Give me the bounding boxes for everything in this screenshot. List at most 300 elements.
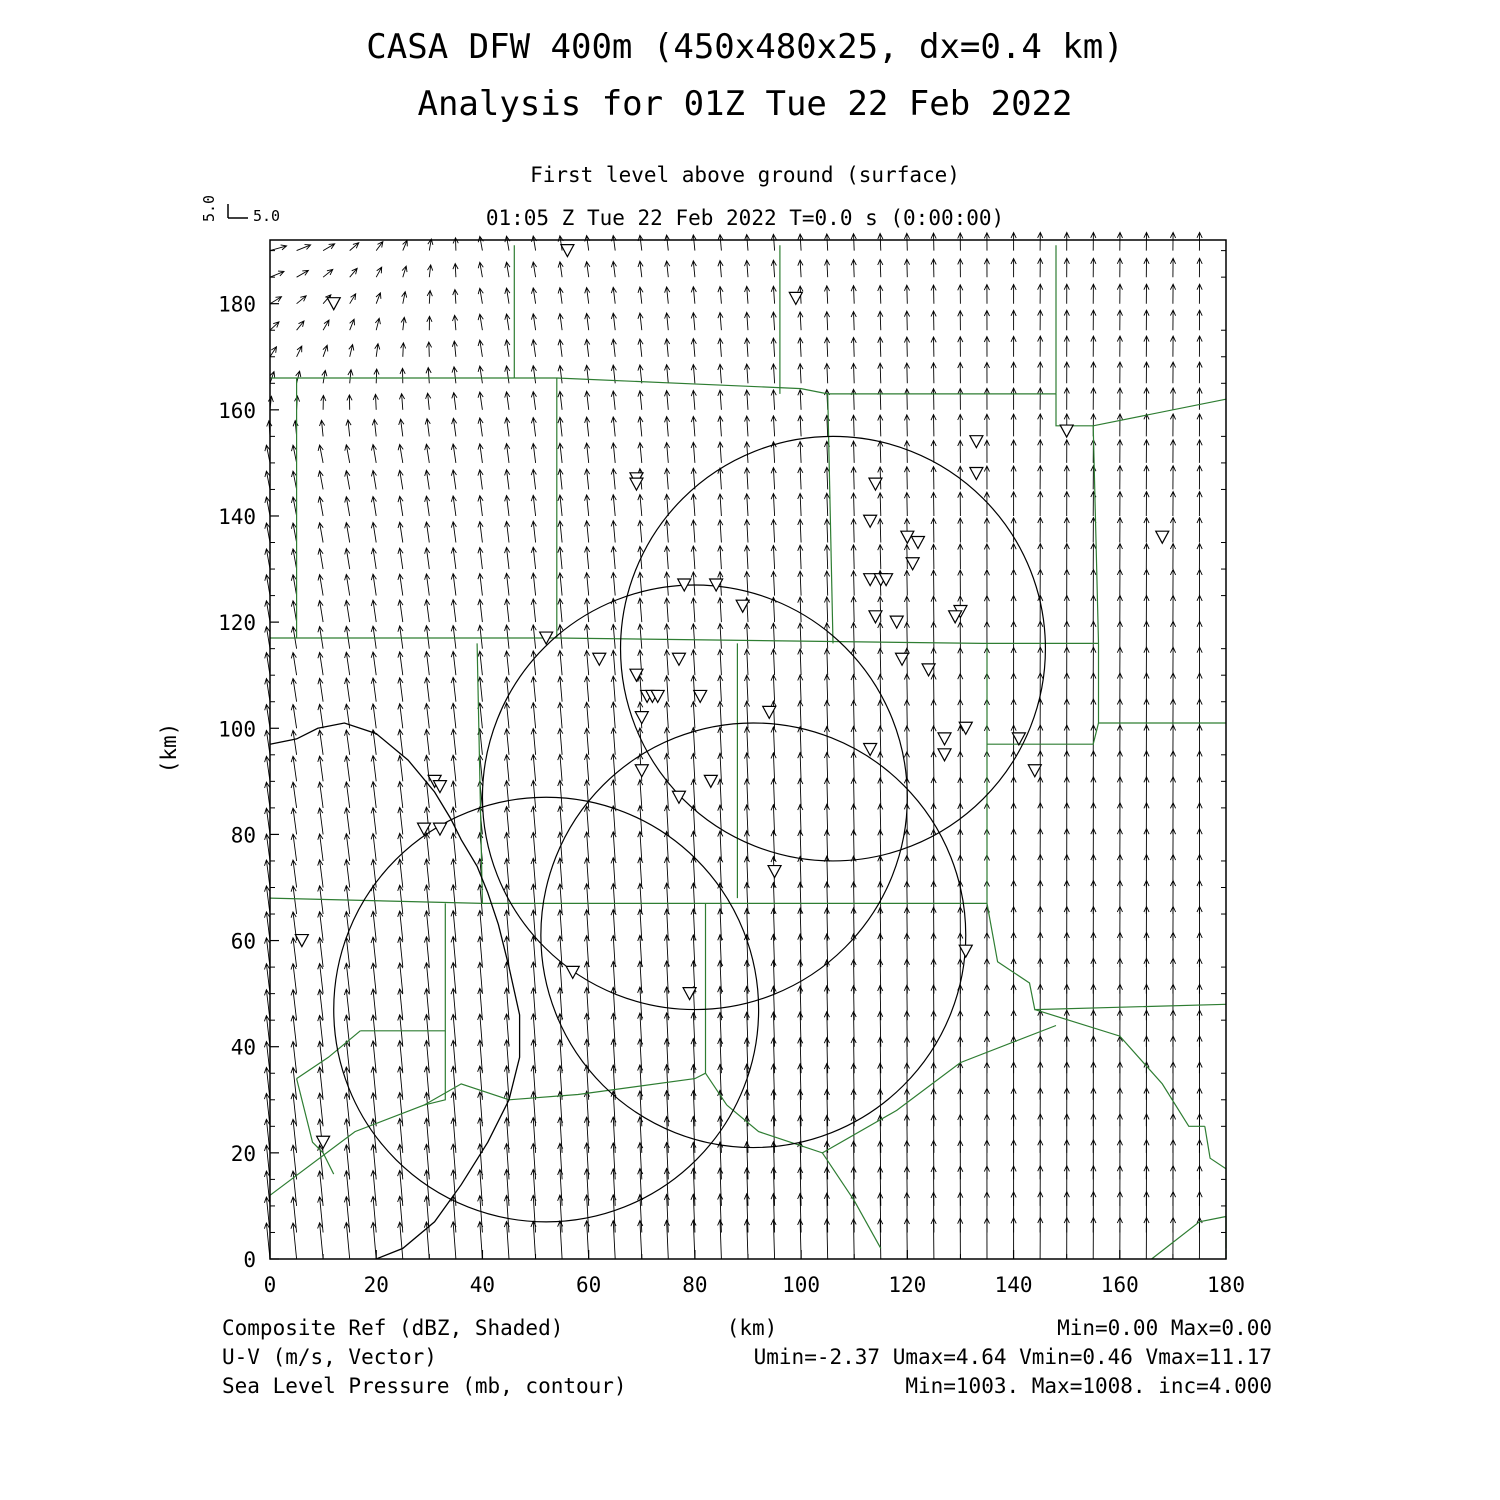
wind-vector bbox=[371, 704, 376, 728]
wind-vector bbox=[771, 416, 776, 437]
wind-vector bbox=[851, 312, 856, 331]
wind-vector bbox=[402, 292, 407, 304]
wind-vector bbox=[585, 391, 590, 410]
wind-vector bbox=[531, 547, 536, 569]
wind-vector bbox=[531, 469, 536, 489]
wind-vector bbox=[1144, 725, 1149, 755]
wind-vector bbox=[270, 297, 282, 304]
wind-vector bbox=[824, 519, 829, 542]
wind-vector bbox=[504, 703, 509, 728]
chart-analysis-time: Analysis for 01Z Tue 22 Feb 2022 bbox=[417, 84, 1073, 124]
wind-vector bbox=[851, 493, 856, 516]
wind-vector bbox=[691, 650, 696, 676]
y-axis bbox=[218, 251, 1226, 1272]
wind-vector bbox=[851, 623, 856, 649]
wind-vector bbox=[744, 1220, 749, 1259]
wind-vector bbox=[1197, 466, 1202, 490]
wind-vector bbox=[451, 755, 456, 781]
wind-vector bbox=[531, 651, 536, 675]
wind-vector bbox=[1117, 518, 1122, 543]
wind-vector bbox=[318, 575, 323, 596]
wind-vector bbox=[638, 391, 643, 410]
wind-vector bbox=[478, 599, 483, 622]
wind-vector bbox=[771, 520, 776, 543]
station-marker bbox=[593, 653, 606, 665]
wind-vector bbox=[531, 418, 536, 437]
wind-vector bbox=[1144, 414, 1149, 437]
wind-vector bbox=[664, 702, 669, 729]
wind-vector bbox=[771, 649, 776, 675]
wind-vector bbox=[878, 908, 883, 941]
wind-vector bbox=[931, 311, 936, 330]
wind-vector bbox=[718, 261, 723, 278]
wind-vector bbox=[931, 467, 936, 490]
wind-vector bbox=[638, 521, 643, 543]
wind-vector bbox=[851, 571, 856, 596]
wind-vector bbox=[1091, 284, 1096, 304]
wind-vector bbox=[291, 549, 296, 569]
wind-vector bbox=[1170, 362, 1175, 383]
wind-vector bbox=[878, 311, 883, 330]
wind-vector bbox=[1170, 544, 1175, 570]
wind-vector bbox=[478, 340, 483, 357]
wind-vector bbox=[1144, 258, 1149, 277]
wind-vector bbox=[691, 779, 696, 808]
wind-vector bbox=[398, 600, 403, 622]
wind-vector bbox=[664, 754, 669, 782]
wind-vector bbox=[1170, 673, 1175, 702]
wind-vector bbox=[824, 312, 829, 331]
wind-vector bbox=[744, 727, 749, 755]
wind-vector bbox=[452, 341, 457, 357]
wind-vector bbox=[931, 596, 936, 622]
wind-vector bbox=[1144, 751, 1149, 781]
wind-vector bbox=[771, 727, 776, 755]
wind-vector bbox=[931, 700, 936, 729]
wind-vector bbox=[531, 703, 536, 729]
wind-vector bbox=[798, 727, 803, 755]
wind-vector bbox=[297, 321, 304, 330]
station-marker bbox=[1060, 425, 1073, 437]
wind-vector bbox=[851, 286, 856, 304]
wind-vector bbox=[1197, 284, 1202, 304]
wind-vector bbox=[904, 363, 909, 383]
station-marker bbox=[1156, 531, 1169, 543]
wind-vector bbox=[1170, 725, 1175, 755]
station-marker bbox=[295, 935, 308, 947]
wind-vector bbox=[584, 754, 589, 781]
wind-vector bbox=[350, 294, 356, 304]
wind-vector bbox=[1170, 647, 1175, 675]
footer-left-1: Composite Ref (dBZ, Shaded) bbox=[222, 1316, 564, 1340]
wind-vector bbox=[531, 755, 536, 782]
wind-vector bbox=[453, 290, 458, 304]
wind-vector bbox=[398, 548, 403, 569]
wind-vector bbox=[1117, 388, 1122, 410]
wind-vector bbox=[478, 496, 483, 516]
wind-vector bbox=[270, 347, 277, 357]
wind-vector bbox=[878, 441, 883, 463]
wind-vector bbox=[798, 675, 803, 702]
wind-vector bbox=[371, 834, 376, 862]
wind-vector bbox=[1144, 492, 1149, 516]
x-tick-label: 60 bbox=[576, 1273, 602, 1297]
vector-key-v-label: 5.0 bbox=[200, 194, 218, 222]
wind-vector bbox=[558, 573, 563, 596]
wind-vector bbox=[958, 337, 963, 357]
wind-vector bbox=[664, 598, 669, 622]
wind-vector bbox=[425, 444, 430, 463]
wind-vector bbox=[664, 572, 669, 596]
station-marker bbox=[864, 515, 877, 527]
wind-vector bbox=[1064, 518, 1069, 543]
wind-vector bbox=[1011, 777, 1016, 808]
wind-vector bbox=[318, 912, 323, 941]
wind-vector bbox=[345, 445, 350, 463]
wind-vector bbox=[824, 597, 829, 622]
wind-vector bbox=[1064, 621, 1069, 648]
wind-vector bbox=[558, 651, 563, 676]
wind-vector bbox=[478, 418, 483, 437]
wind-vector bbox=[505, 470, 510, 490]
county-line bbox=[1056, 394, 1226, 426]
wind-vector bbox=[1011, 414, 1016, 436]
wind-vector bbox=[824, 390, 829, 410]
wind-vector bbox=[584, 728, 589, 755]
wind-vector bbox=[265, 601, 270, 622]
wind-vector bbox=[505, 262, 510, 277]
wind-vector bbox=[451, 677, 456, 701]
wind-vector bbox=[318, 523, 323, 543]
wind-vector bbox=[425, 626, 430, 649]
y-tick-label: 120 bbox=[218, 611, 256, 636]
county-line bbox=[1205, 1126, 1226, 1259]
wind-vector bbox=[1011, 725, 1016, 755]
wind-vector bbox=[425, 729, 430, 754]
wind-vector bbox=[425, 678, 430, 702]
wind-vector bbox=[451, 885, 456, 914]
wind-vector bbox=[403, 240, 408, 250]
station-marker bbox=[768, 866, 781, 878]
wind-vector bbox=[1064, 751, 1069, 781]
wind-vector bbox=[1117, 777, 1122, 808]
wind-vector bbox=[851, 415, 856, 436]
wind-vector bbox=[638, 235, 643, 250]
wind-vector bbox=[478, 522, 483, 543]
wind-vector bbox=[798, 649, 803, 675]
wind-vector bbox=[665, 287, 670, 304]
wind-vector bbox=[1117, 440, 1122, 463]
wind-vector bbox=[1117, 414, 1122, 437]
wind-vector bbox=[1091, 673, 1096, 702]
wind-vector bbox=[349, 345, 354, 357]
wind-vector bbox=[453, 264, 458, 278]
wind-vector bbox=[824, 675, 829, 702]
wind-vector bbox=[958, 492, 963, 516]
wind-vector bbox=[558, 391, 563, 409]
wind-vector bbox=[451, 574, 456, 596]
footer-left-2: U-V (m/s, Vector) bbox=[222, 1345, 437, 1369]
wind-vector bbox=[451, 729, 456, 755]
wind-vector bbox=[371, 678, 376, 702]
wind-vector bbox=[878, 337, 883, 357]
wind-vector bbox=[611, 236, 616, 251]
x-tick-label: 100 bbox=[782, 1273, 821, 1297]
wind-vector bbox=[451, 859, 456, 888]
wind-vector bbox=[984, 440, 989, 463]
station-marker bbox=[869, 611, 882, 623]
county-line bbox=[270, 638, 1099, 643]
wind-vector bbox=[1170, 466, 1175, 490]
wind-vector bbox=[931, 415, 936, 437]
x-axis bbox=[264, 1250, 1245, 1297]
wind-vector bbox=[878, 519, 883, 543]
wind-vector bbox=[798, 623, 803, 649]
station-marker bbox=[635, 765, 648, 777]
wind-vector bbox=[611, 858, 616, 888]
wind-vector bbox=[350, 319, 355, 330]
range-ring bbox=[541, 723, 966, 1148]
wind-vector bbox=[1038, 621, 1043, 648]
wind-vector bbox=[531, 781, 536, 808]
wind-vector bbox=[1091, 388, 1096, 410]
wind-vector bbox=[931, 674, 936, 702]
wind-vector bbox=[718, 442, 723, 463]
wind-vector bbox=[1091, 569, 1096, 595]
wind-vector bbox=[771, 312, 776, 330]
wind-vector bbox=[453, 315, 458, 330]
wind-vector bbox=[744, 701, 749, 728]
wind-vector bbox=[718, 650, 723, 676]
wind-vector bbox=[425, 600, 430, 622]
county-line bbox=[1099, 643, 1227, 723]
wind-vector bbox=[691, 442, 696, 463]
county-line bbox=[297, 1079, 334, 1175]
station-marker bbox=[938, 733, 951, 745]
wind-vector bbox=[505, 340, 510, 357]
wind-vector bbox=[851, 726, 856, 755]
wind-vector bbox=[505, 599, 510, 622]
wind-vector bbox=[958, 414, 963, 436]
wind-vector bbox=[345, 600, 350, 622]
wind-vector bbox=[1170, 414, 1175, 437]
wind-vector bbox=[291, 523, 296, 543]
wind-vector bbox=[771, 364, 776, 383]
wind-vector bbox=[1117, 569, 1122, 595]
wind-vector bbox=[718, 235, 723, 251]
wind-vector bbox=[1011, 259, 1016, 278]
station-marker bbox=[704, 775, 717, 787]
wind-vector bbox=[558, 625, 563, 649]
wind-vector bbox=[265, 627, 270, 649]
wind-vector bbox=[611, 573, 616, 596]
wind-vector bbox=[904, 285, 909, 304]
wind-vector bbox=[585, 262, 590, 278]
wind-vector bbox=[904, 648, 909, 675]
wind-vector bbox=[798, 493, 803, 516]
wind-vector bbox=[665, 520, 670, 542]
wind-vector bbox=[984, 466, 989, 489]
wind-vector bbox=[504, 859, 509, 888]
wind-vector bbox=[425, 522, 430, 543]
wind-vector bbox=[1144, 699, 1149, 728]
wind-vector bbox=[1064, 595, 1069, 622]
wind-vector bbox=[664, 650, 669, 675]
wind-vector bbox=[1197, 595, 1202, 622]
wind-vector bbox=[1197, 569, 1202, 595]
wind-vector bbox=[318, 964, 323, 994]
wind-vector bbox=[558, 677, 563, 702]
wind-vector bbox=[558, 806, 563, 834]
wind-vector bbox=[1117, 310, 1122, 330]
wind-vector bbox=[345, 523, 350, 543]
wind-vector bbox=[265, 886, 271, 914]
wind-vector bbox=[1064, 492, 1069, 516]
wind-vector bbox=[265, 912, 271, 941]
wind-vector bbox=[798, 390, 803, 410]
station-marker bbox=[672, 653, 685, 665]
wind-vector bbox=[1144, 232, 1149, 250]
x-tick-label: 20 bbox=[363, 1273, 389, 1297]
wind-vector bbox=[958, 311, 963, 331]
wind-vector bbox=[1091, 647, 1096, 675]
county-line bbox=[1152, 1217, 1226, 1260]
wind-vector bbox=[611, 469, 616, 490]
wind-vector bbox=[1091, 595, 1096, 622]
wind-vector bbox=[505, 418, 510, 437]
wind-vector bbox=[585, 469, 590, 489]
wind-vector bbox=[1117, 544, 1122, 570]
wind-vector bbox=[1038, 310, 1043, 330]
wind-vector bbox=[1091, 310, 1096, 330]
wind-vector bbox=[376, 242, 383, 251]
wind-vector bbox=[718, 390, 723, 410]
wind-vector bbox=[585, 365, 590, 383]
wind-vector bbox=[1011, 362, 1016, 383]
wind-vector bbox=[265, 497, 270, 516]
wind-vector bbox=[824, 286, 829, 304]
wind-vector bbox=[638, 780, 643, 808]
wind-vector bbox=[265, 575, 270, 596]
wind-vector bbox=[691, 598, 696, 622]
wind-vector bbox=[478, 625, 483, 648]
wind-vector bbox=[824, 338, 829, 357]
wind-vector bbox=[504, 910, 509, 940]
wind-vector bbox=[1170, 569, 1175, 595]
wind-vector bbox=[851, 519, 856, 543]
wind-vector bbox=[291, 808, 297, 834]
wind-vector bbox=[1144, 336, 1149, 357]
wind-vector bbox=[318, 808, 323, 834]
wind-vector bbox=[904, 545, 909, 570]
wind-vector bbox=[323, 345, 328, 357]
wind-vector bbox=[371, 574, 376, 595]
wind-vector bbox=[584, 702, 589, 728]
wind-vector bbox=[1197, 310, 1202, 330]
wind-vector bbox=[318, 990, 323, 1021]
wind-vector bbox=[424, 859, 429, 887]
wind-vector bbox=[399, 394, 404, 410]
wind-vector bbox=[798, 442, 803, 463]
wind-vector bbox=[745, 390, 750, 410]
wind-vector bbox=[374, 369, 379, 383]
vector-key-u-label: 5.0 bbox=[253, 207, 281, 225]
wind-vector bbox=[1197, 336, 1202, 357]
wind-vector bbox=[478, 470, 483, 490]
range-ring bbox=[621, 436, 1046, 861]
wind-vector bbox=[584, 625, 589, 649]
wind-vector bbox=[718, 727, 723, 755]
wind-vector bbox=[531, 858, 536, 887]
x-tick-label: 180 bbox=[1207, 1273, 1245, 1297]
wind-vector bbox=[427, 291, 432, 304]
wind-vector bbox=[958, 726, 963, 755]
wind-vector bbox=[958, 544, 963, 569]
wind-vector bbox=[824, 649, 829, 676]
wind-vector bbox=[1064, 284, 1069, 304]
wind-vector bbox=[851, 675, 856, 702]
wind-vector bbox=[638, 495, 643, 517]
wind-vector bbox=[424, 911, 429, 941]
wind-vector bbox=[638, 624, 643, 649]
wind-vector bbox=[398, 937, 403, 967]
wind-vector bbox=[771, 468, 776, 490]
wind-vector bbox=[585, 313, 590, 330]
wind-vector bbox=[371, 937, 376, 967]
wind-vector bbox=[798, 779, 803, 808]
wind-vector bbox=[745, 312, 750, 330]
wind-vector bbox=[291, 497, 296, 516]
wind-vector bbox=[1170, 284, 1175, 304]
wind-vector bbox=[691, 313, 696, 331]
wind-vector bbox=[531, 832, 536, 861]
wind-vector bbox=[931, 570, 936, 595]
wind-vector bbox=[584, 676, 589, 701]
wind-vector bbox=[958, 570, 963, 596]
wind-vector bbox=[691, 494, 696, 516]
wind-vector bbox=[1144, 284, 1149, 304]
wind-vector bbox=[638, 858, 643, 888]
wind-vector bbox=[425, 548, 430, 569]
wind-vector bbox=[318, 678, 323, 701]
wind-vector bbox=[664, 676, 669, 702]
wind-vector bbox=[931, 544, 936, 569]
wind-vector bbox=[1144, 362, 1149, 383]
wind-vector bbox=[718, 338, 723, 356]
wind-vector bbox=[318, 497, 323, 516]
wind-vector bbox=[322, 370, 327, 383]
wind-vector bbox=[1064, 466, 1069, 490]
chart-valid-time: 01:05 Z Tue 22 Feb 2022 T=0.0 s (0:00:00) bbox=[485, 206, 1005, 230]
wind-vector bbox=[1170, 699, 1175, 728]
wind-vector bbox=[958, 389, 963, 410]
wind-vector bbox=[1064, 336, 1069, 357]
wind-vector bbox=[958, 622, 963, 649]
wind-vector bbox=[323, 320, 329, 330]
wind-vector bbox=[904, 493, 909, 516]
wind-vector bbox=[904, 726, 909, 755]
wind-vector bbox=[611, 780, 616, 808]
wind-vector bbox=[451, 470, 456, 489]
wind-vector bbox=[291, 964, 297, 994]
wind-vector bbox=[638, 261, 643, 277]
wind-vector bbox=[771, 390, 776, 410]
wind-vector bbox=[1091, 725, 1096, 755]
station-marker bbox=[890, 616, 903, 628]
wind-vector bbox=[531, 366, 536, 384]
wind-vector bbox=[585, 547, 590, 569]
wind-vector bbox=[400, 368, 405, 383]
